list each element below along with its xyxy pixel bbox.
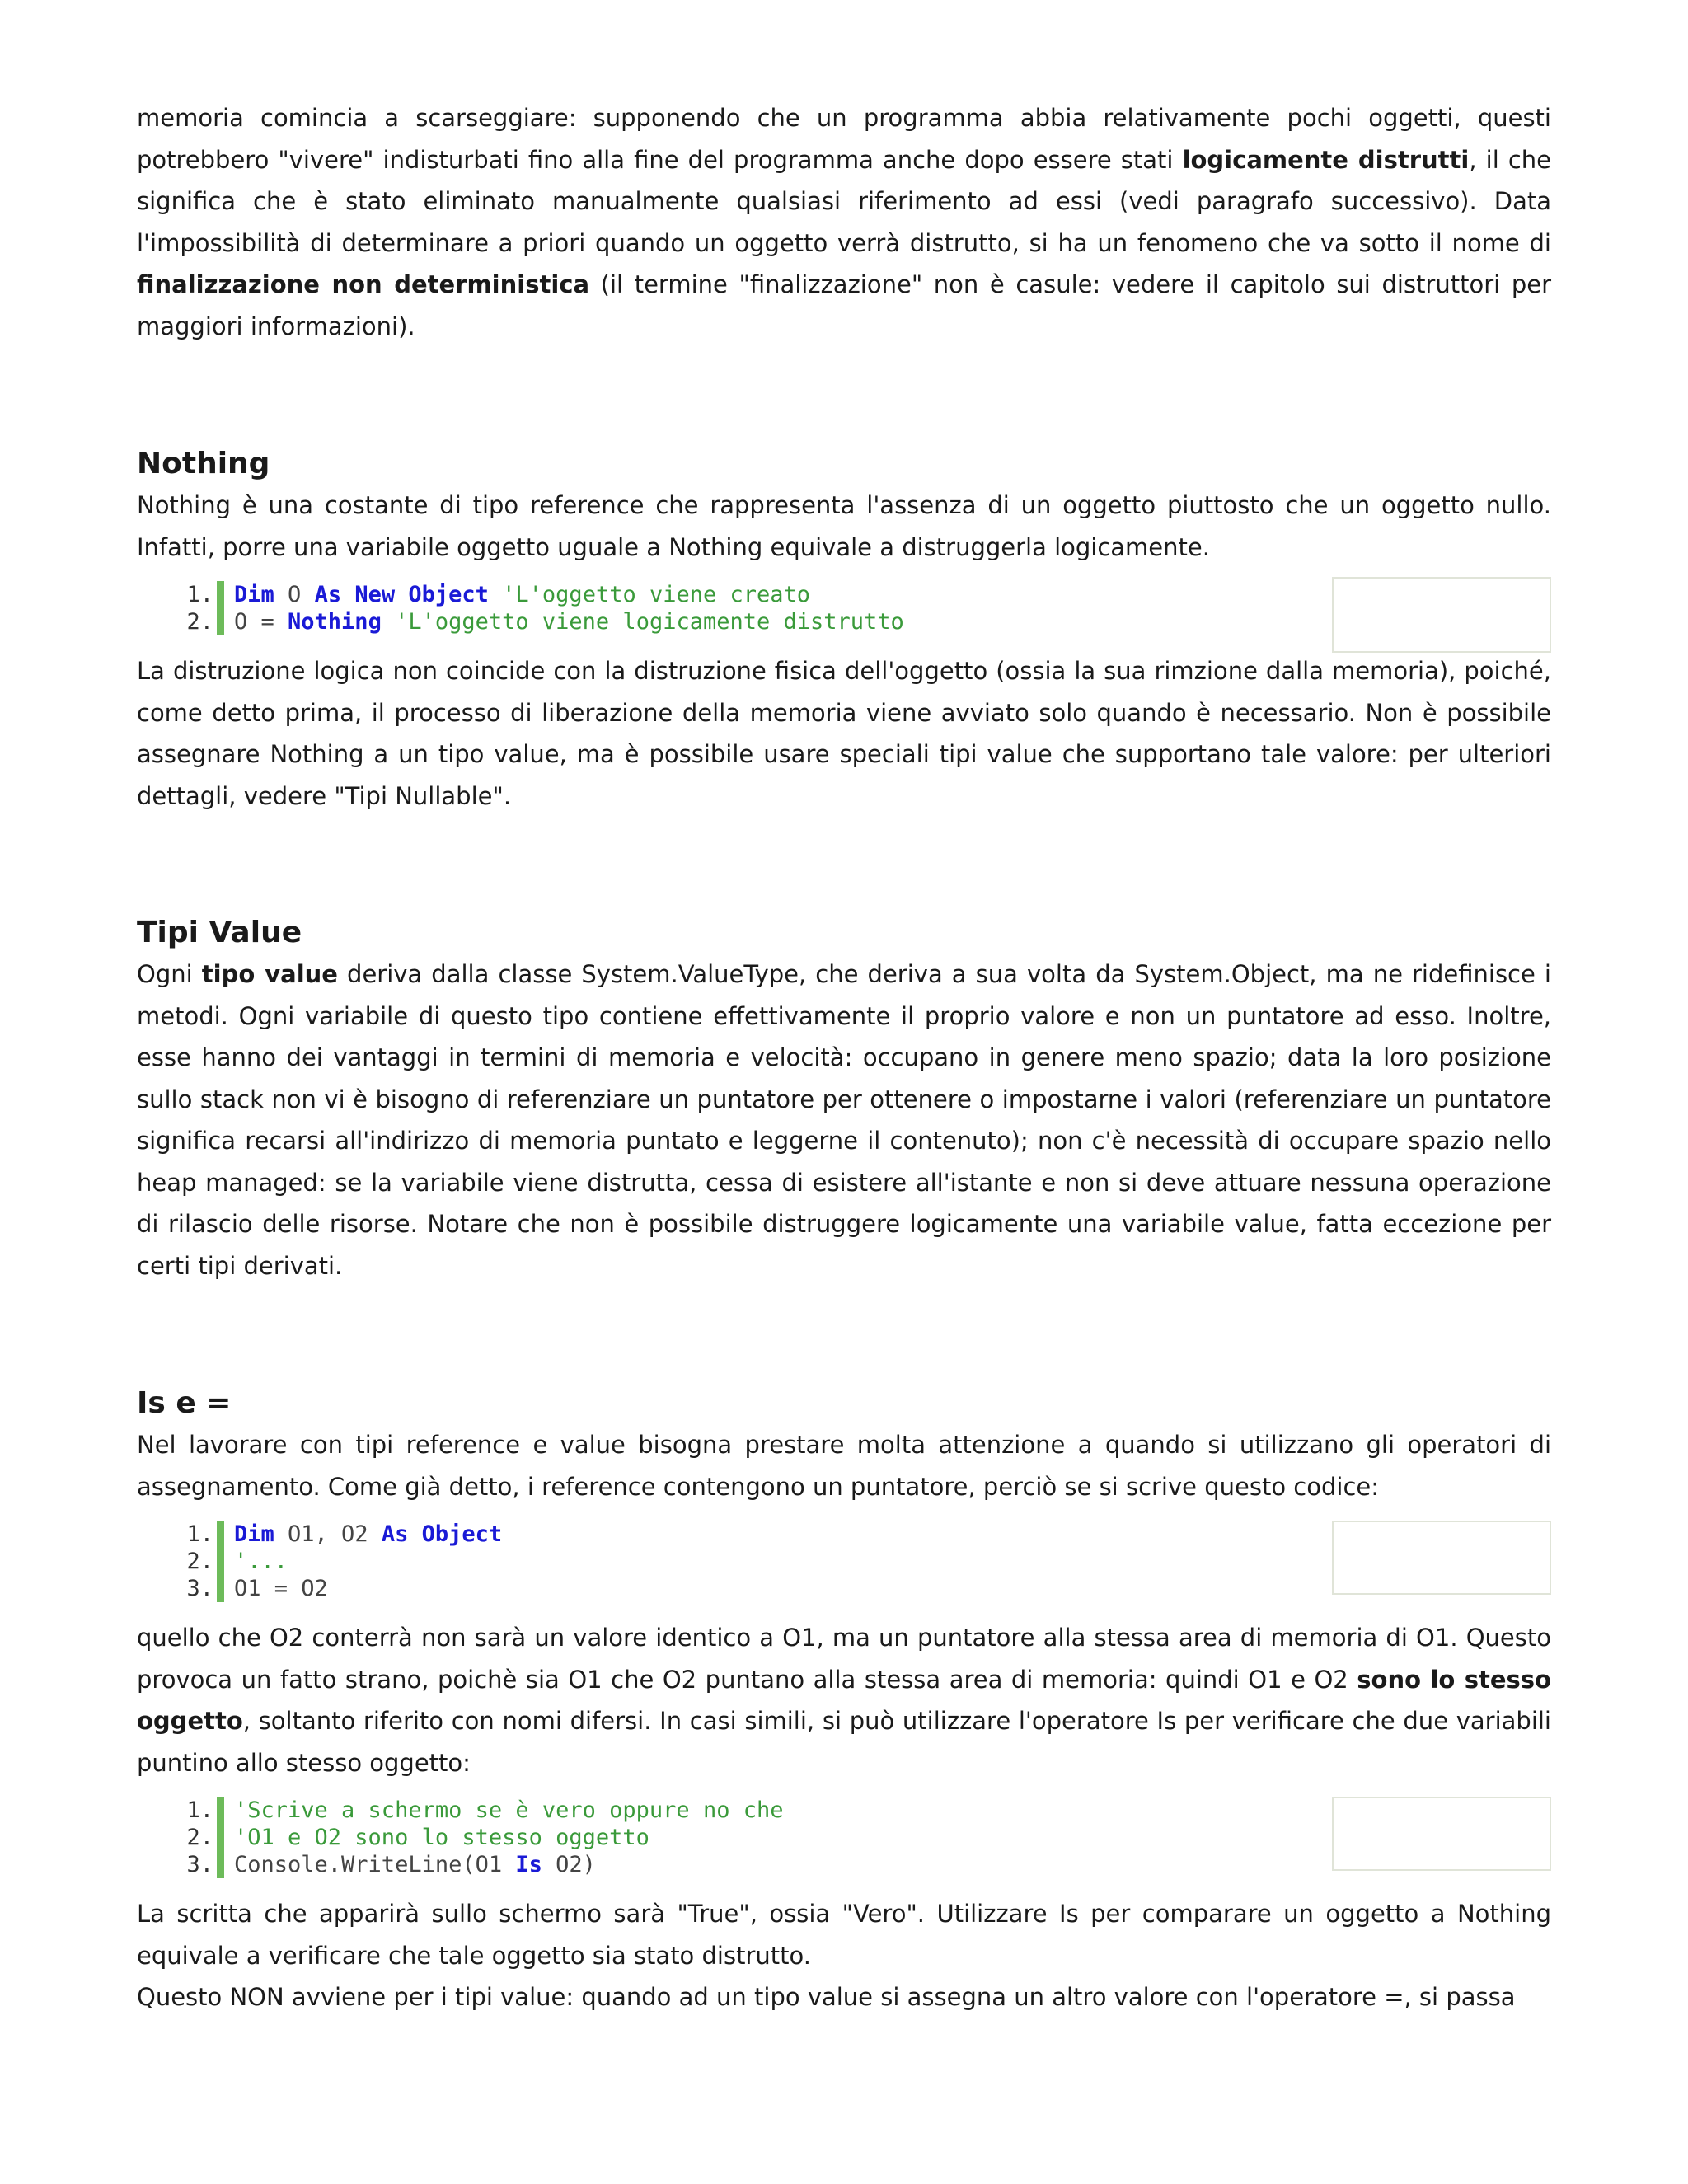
is-e-paragraph-1: Nel lavorare con tipi reference e value bisogna prestare molta attenzione a quando si utilizzano gli operatori di assegnamento. Come già detto, i reference contengono un puntatore, perciò se si scrive questo codice:: [137, 1431, 1551, 1501]
code-line: 3. O1 = O2: [186, 1576, 328, 1601]
code-block-is-operator: [137, 1797, 1551, 1878]
section-title-nothing: Nothing: [137, 447, 270, 480]
nothing-paragraph-2: La distruzione logica non coincide con la distruzione fisica dell'oggetto (ossia la sua rimzione dalla memoria), poiché, come detto prima, il processo di liberazione della memoria viene avviato solo quando è necessario. Non è possibile assegnare Nothing a un tipo value, ma è possibile usare speciali tipi value che supportano tale valore: per ulteriori dettagli, vedere "Tipi Nullable".: [137, 657, 1551, 810]
document-page: [137, 97, 1551, 2018]
code-line: 2. 'O1 e O2 sono lo stesso oggetto: [186, 1825, 649, 1850]
is-e-paragraph-3: La scritta che apparirà sullo schermo sarà "True", ossia "Vero". Utilizzare Is per comparare un oggetto a Nothing equivale a verificare che tale oggetto sia stato distrutto.: [137, 1900, 1551, 1970]
bold-logicamente-distrutti: logicamente distrutti: [1182, 145, 1470, 174]
code-line: 3. Console.WriteLine(O1 Is O2): [186, 1852, 596, 1877]
code-copy-box[interactable]: [1332, 1797, 1551, 1871]
code-copy-box[interactable]: [1332, 1521, 1551, 1595]
nothing-paragraph-1: Nothing è una costante di tipo reference che rappresenta l'assenza di un oggetto piuttosto che un oggetto nullo. Infatti, porre una variabile oggetto uguale a Nothing equivale a distruggerla logicamente.: [137, 491, 1551, 561]
tipi-value-paragraph: Ogni tipo value deriva dalla classe System.ValueType, che deriva a sua volta da System.Object, ma ne ridefinisce i metodi. Ogni variabile di questo tipo contiene effettivamente il proprio valore e non un puntatore ad esso. Inoltre, esse hanno dei vantaggi in termini di memoria e velocità: occupano in genere meno spazio; data la loro posizione sullo stack non vi è bisogno di referenziare un puntatore per ottenere o impostarne i valori (referenziare un puntatore significa recarsi all'indirizzo di memoria puntato e leggerne il contenuto); non c'è necessità di occupare spazio nello heap managed: se la variabile viene distrutta, cessa di esistere all'istante e non si deve attuare nessuna operazione di rilascio delle risorse. Notare che non è possibile distruggere logicamente una variabile value, fatta eccezione per certi tipi derivati.: [137, 960, 1551, 1280]
section-title-is-e: Is e =: [137, 1386, 232, 1420]
code-block-assignment: [137, 1521, 1551, 1602]
code-line: 1. 'Scrive a schermo se è vero oppure no che: [186, 1797, 784, 1823]
code-line: 1. Dim O As New Object 'L'oggetto viene creato: [186, 582, 811, 607]
is-e-paragraph-4: Questo NON avviene per i tipi value: quando ad un tipo value si assegna un altro valore con l'operatore =, si passa: [137, 1983, 1516, 2011]
bold-finalizzazione: finalizzazione non deterministica: [137, 270, 590, 298]
section-title-tipi-value: Tipi Value: [137, 916, 302, 949]
code-block-nothing: [137, 581, 1551, 635]
code-line: 2. '...: [186, 1549, 288, 1574]
bold-tipo-value: tipo value: [201, 960, 338, 988]
intro-paragraph: memoria comincia a scarseggiare: supponendo che un programma abbia relativamente pochi oggetti, questi potrebbero "vivere" indisturbati fino alla fine del programma anche dopo essere stati logicamente distrutti, il che significa che è stato eliminato manualmente qualsiasi riferimento ad essi (vedi paragrafo successivo). Data l'impossibilità di determinare a priori quando un oggetto verrà distrutto, si ha un fenomeno che va sotto il nome di finalizzazione non deterministica (il termine "finalizzazione" non è casule: vedere il capitolo sui distruttori per maggiori informazioni).: [137, 104, 1551, 340]
code-copy-box[interactable]: [1332, 577, 1551, 653]
bold-sono-lo-stesso-oggetto: sono lo stesso oggetto: [137, 1665, 1551, 1735]
code-line: 2. O = Nothing 'L'oggetto viene logicamente distrutto: [186, 609, 904, 635]
code-line: 1. Dim O1, O2 As Object: [186, 1521, 503, 1547]
is-e-paragraph-2: quello che O2 conterrà non sarà un valore identico a O1, ma un puntatore alla stessa area di memoria di O1. Questo provoca un fatto strano, poichè sia O1 che O2 puntano alla stessa area di memoria: quindi O1 e O2 sono lo stesso oggetto, soltanto riferito con nomi difersi. In casi simili, si può utilizzare l'operatore Is per verificare che due variabili puntino allo stesso oggetto:: [137, 1624, 1551, 1777]
